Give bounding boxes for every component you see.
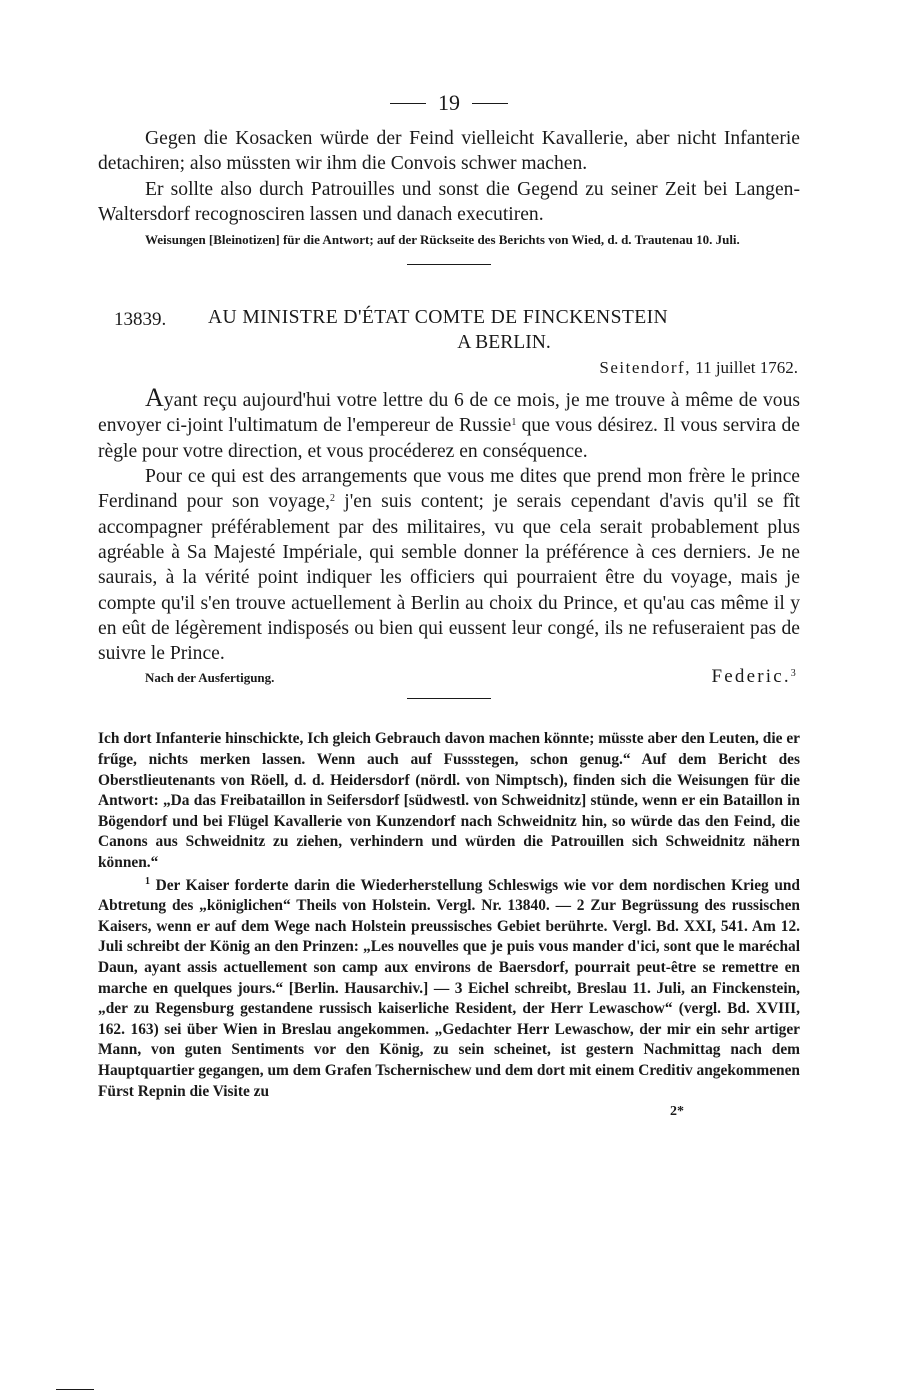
page-number-row [98,88,800,118]
page-content [98,88,800,1120]
top-paragraphs [98,126,800,227]
top-note [98,231,800,248]
section-divider-2 [407,698,491,699]
footnote-ref-3: 3 [790,668,798,680]
letter-p1-text: yant reçu aujourd'hui votre lettre du 6 de ce mois, je me trouve à même de vous envoyer ci-joint l'ultimatum de l'empereur de Russie [98,390,800,437]
footnote-notes [98,876,800,1103]
letter-number: 13839. [114,309,167,331]
footnote-continuation: Ich dort Infanterie hinschickte, Ich gleich Gebrauch davon machen könnte; müsste aber den Leuten, die er frűge, nichts merken lassen. Wenn auch auf Fussstegen, schon genug.“ Auf dem Bericht des Oberstlieutenants von Röell, d. d. Heidersdorf (nördl. von Nimptsch), finden sich die Weisungen für die Antwort: „Da das Freibataillon in Seifersdorf [südwestl. von Schweidnitz] stünde, wenn er ein Bataillon in Bögendorf und bei Flügel Kavallerie von Kunzendorf nach Schweidnitz hin, so würde das den Feind, die Canons aus Schweidnitz zu ziehen, verhindern und würden die Patrouillen sich Schweidnitz nähern können.“ [98,730,800,872]
signature-text: Federic. [711,666,791,688]
footnote-ref-1: 1 [511,417,517,429]
letter-date: 11 juillet 1762. [695,358,798,378]
top-paragraph-1: Gegen die Kosacken würde der Feind vielleicht Kavallerie, aber nicht Infanterie detachiren; also müssten wir ihm die Convois schwer machen. [98,128,800,175]
letter-dateline [98,355,800,381]
letter-body [98,385,800,666]
letter-signature-row [98,666,800,688]
page-number-dash-left [390,103,426,104]
letter-source: Nach der Ausfertigung. [145,670,275,686]
letter-paragraph-1 [98,385,800,464]
section-divider-1 [407,264,491,265]
top-paragraph-2: Er sollte also durch Patrouilles und sonst die Gegend zu seiner Zeit bei Langen-Waltersdorf recognosciren lassen und danach executiren. [98,178,800,225]
letter-heading-line2: A BERLIN. [457,332,551,354]
corner-mark [56,1389,94,1390]
letter-signature [711,666,800,688]
letter-paragraph-2 [98,464,800,666]
letter-p2-text: Pour ce qui est des arrangements que vous me dites que prend mon frère le prince Ferdinand pour son voyage, [98,466,800,513]
page-number-dash-right [472,103,508,104]
footnotes [98,729,800,1102]
footnote-mark-1: 1 [145,875,150,887]
letter-p1-end: que vous désirez. Il vous servira de règle pour votre direction, et vous procéderez en conséquence. [98,415,800,462]
footnote-ref-2: 2 [330,493,335,505]
page-number: 19 [438,90,460,115]
letter-dropcap: A [145,383,164,413]
letter-heading-line1: AU MINISTRE D'ÉTAT COMTE DE FINCKENSTEIN [208,307,669,329]
signature-mark: 2* [670,1104,684,1120]
letter-place: Seitendorf, [599,358,691,378]
letter-heading [98,305,800,355]
top-note-text: Weisungen [Bleinotizen] für die Antwort; auf der Rückseite des Berichts von Wied, d. d. Trautenau 10. Juli. [145,232,740,248]
footnote-notes-text: Der Kaiser forderte darin die Wiederherstellung Schleswigs wie vor dem nordischen Krieg und Abtretung des „königlichen“ Theils von Holstein. Vergl. Nr. 13840. — 2 Zur Begrüssung des russischen Kaisers, wenn er auf dem Wege nach Holstein preussisches Gebiet berührte. Vergl. Bd. XXI, 541. Am 12. Juli schreibt der König an den Prinzen: „Les nouvelles que je puis vous mander d'ici, sont que le maréchal Daun, ayant assis actuellement son camp aux environs de Baersdorf, pourrait peut-être se remettre en marche en quelques jours.“ [Berlin. Hausarchiv.] — 3 Eichel schreibt, Breslau 11. Juli, an Finckenstein, „der zu Regensburg gestandene russisch kaiserliche Resident, der Herr Lewaschow“ (vergl. Bd. XVIII, 162. 163) sei über Wien in Breslau angekommen. „Gedachter Herr Lewaschow, der mir ein sehr artiger Mann, von guten Sentiments vor den König, zu sein scheinet, ist gestern Nachmittag nach dem Hauptquartier gegangen, um dem Grafen Tschernischew und dem dort mit einem Creditiv angekommenen Fürst Repnin die Visite zu [98,876,800,1100]
letter-p2-end: j'en suis content; je serais cependant d'avis qu'il se fît accompagner préférablement par des militaires, vu que cela serait probablement plus agréable à Sa Majesté Impériale, qui semble donner la préférence à ces derniers. Je ne saurais, à la vérité point indiquer les officiers qui pourraient être du voyage, mais je compte qu'il s'en trouve actuellement à Berlin au choix du Prince, et qu'au cas même il y en eût de légèrement indisposés ou bien qui eussent leur congé, ils ne refuseraient pas de suivre le Prince. [98,491,800,665]
